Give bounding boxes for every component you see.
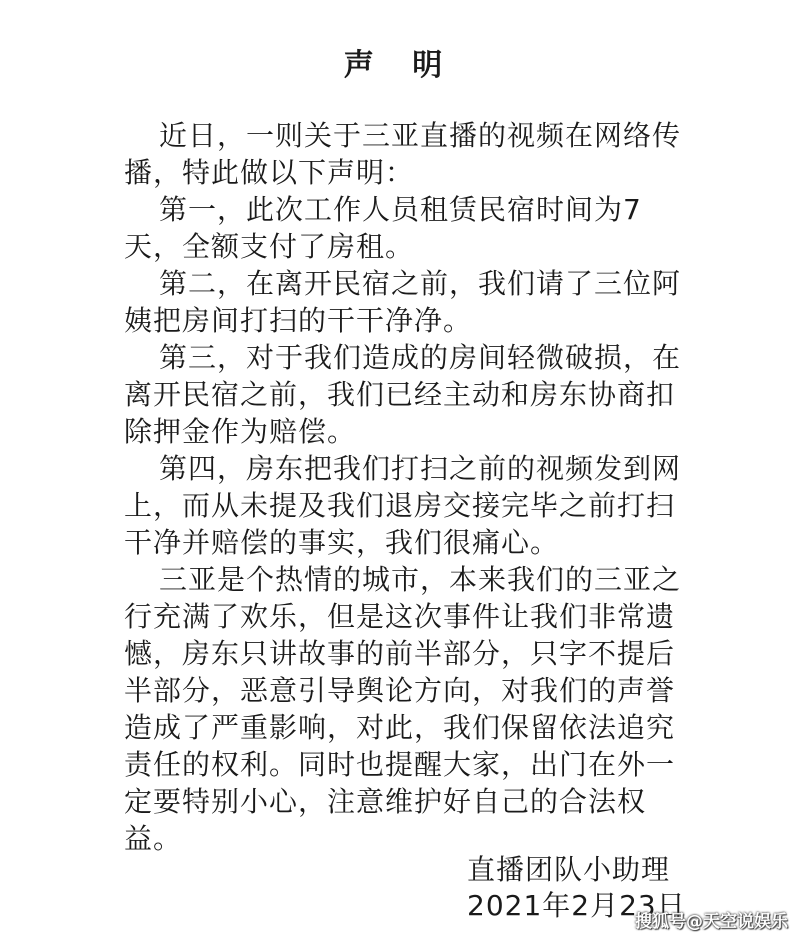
statement-line: 三亚是个热情的城市，本来我们的三亚之 bbox=[159, 563, 682, 596]
source-watermark: 搜狐号@天空说娱乐 bbox=[635, 912, 788, 932]
statement-line: 姨把房间打扫的干干净净。 bbox=[124, 304, 473, 337]
statement-line: 半部分，恶意引导舆论方向，对我们的声誉 bbox=[124, 674, 676, 707]
signature-date: 2021年2月23日 bbox=[467, 889, 686, 922]
page-title: 声 明 bbox=[343, 48, 457, 83]
statement-line: 近日，一则关于三亚直播的视频在网络传 bbox=[159, 119, 682, 152]
statement-line: 离开民宿之前，我们已经主动和房东协商扣 bbox=[124, 378, 676, 411]
statement-line: 行充满了欢乐，但是这次事件让我们非常遗 bbox=[124, 600, 676, 633]
statement-line: 天，全额支付了房租。 bbox=[124, 230, 415, 263]
signature-name: 直播团队小助理 bbox=[467, 853, 671, 886]
statement-line: 第二，在离开民宿之前，我们请了三位阿 bbox=[159, 267, 682, 300]
statement-line: 上，而从未提及我们退房交接完毕之前打扫 bbox=[124, 489, 676, 522]
statement-line: 第三，对于我们造成的房间轻微破损，在 bbox=[159, 341, 682, 374]
statement-line: 第四，房东把我们打扫之前的视频发到网 bbox=[159, 452, 682, 485]
statement-line: 定要特别小心，注意维护好自己的合法权 bbox=[124, 785, 647, 818]
statement-line: 除押金作为赔偿。 bbox=[124, 415, 357, 448]
statement-line: 干净并赔偿的事实，我们很痛心。 bbox=[124, 526, 560, 559]
statement-line: 责任的权利。同时也提醒大家，出门在外一 bbox=[124, 748, 676, 781]
statement-line: 憾，房东只讲故事的前半部分，只字不提后 bbox=[124, 637, 676, 670]
statement-line: 造成了严重影响，对此，我们保留依法追究 bbox=[124, 711, 676, 744]
statement-line: 播，特此做以下声明： bbox=[124, 156, 415, 189]
statement-line: 第一，此次工作人员租赁民宿时间为7 bbox=[159, 193, 642, 226]
statement-line: 益。 bbox=[124, 822, 183, 855]
